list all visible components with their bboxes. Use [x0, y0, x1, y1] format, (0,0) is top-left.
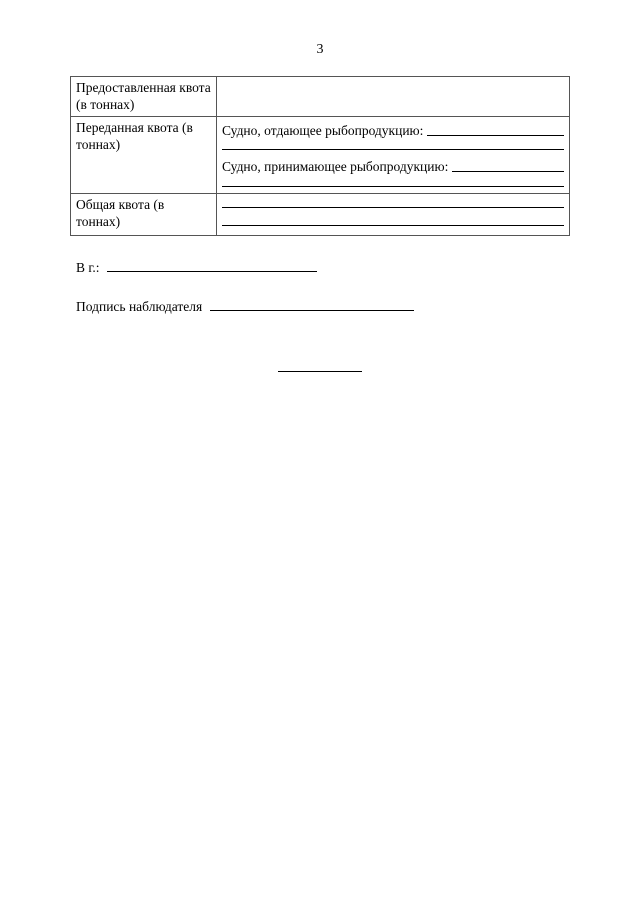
signature-field[interactable]: [210, 298, 414, 311]
table-row-total-quota: [71, 194, 570, 236]
table-row-transferred-quota: [71, 117, 570, 194]
giving-vessel-row: [222, 122, 564, 139]
place-line: [76, 259, 317, 276]
place-field[interactable]: [107, 259, 317, 272]
giving-vessel-field[interactable]: [427, 122, 564, 136]
receiving-vessel-extra-line[interactable]: [222, 186, 564, 187]
receiving-vessel-row: [222, 158, 564, 175]
signature-label: Подпись наблюдателя: [76, 299, 203, 314]
quota-table: [70, 76, 570, 236]
table-row-provided-quota: [71, 77, 570, 117]
total-quota-value[interactable]: [217, 194, 570, 236]
total-quota-label: Общая квота (в тоннах): [71, 194, 217, 236]
total-quota-line-2[interactable]: [222, 225, 564, 226]
receiving-vessel-label: Судно, принимающее рыбопродукцию:: [222, 159, 449, 174]
giving-vessel-label: Судно, отдающее рыбопродукцию:: [222, 123, 424, 138]
transferred-quota-label: Переданная квота (в тоннах): [71, 117, 217, 194]
page-number: 3: [316, 42, 324, 57]
total-quota-line-1[interactable]: [222, 207, 564, 208]
giving-vessel-extra-line[interactable]: [222, 149, 564, 150]
receiving-vessel-field[interactable]: [452, 158, 564, 172]
place-label: В г.:: [76, 260, 100, 275]
provided-quota-value[interactable]: [217, 77, 570, 117]
end-of-document-rule: [278, 371, 362, 372]
provided-quota-label: Предоставленная квота (в тоннах): [71, 77, 217, 117]
signature-line: [76, 298, 414, 315]
transferred-quota-value[interactable]: [217, 117, 570, 194]
